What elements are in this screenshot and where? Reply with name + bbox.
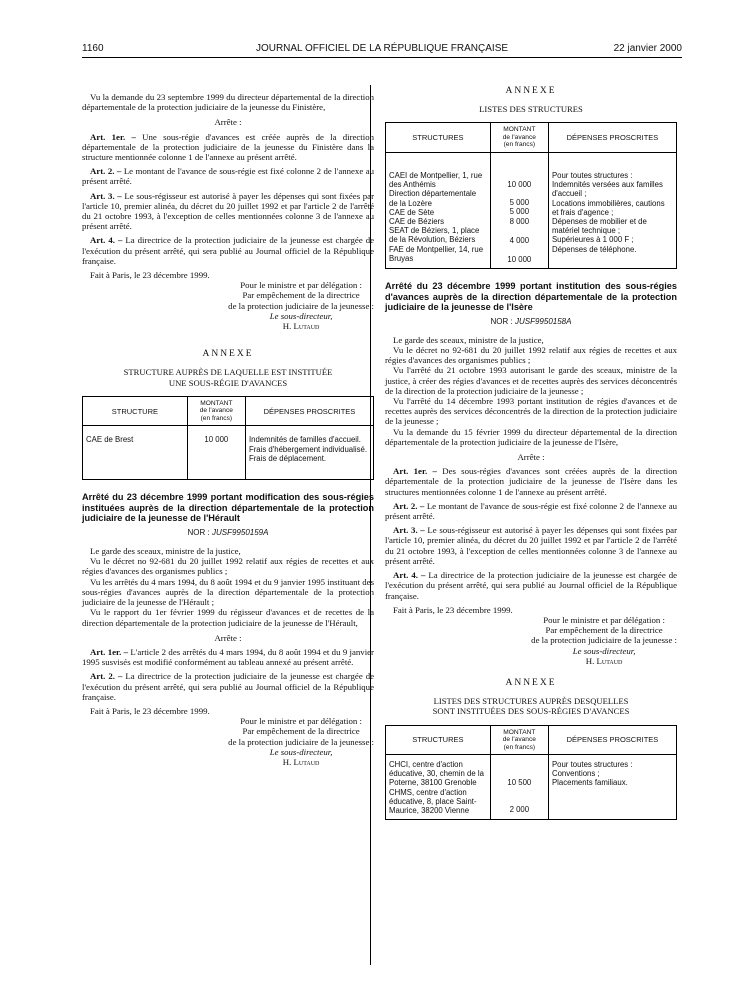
article: Art. 4. – La directrice de la protection judiciaire de la jeunesse est chargée de l'exécution du présent arrêté, qui sera publié au Journal officiel de la République française. <box>385 570 678 601</box>
header-depenses: DÉPENSES PROSCRITES <box>548 725 676 755</box>
page-number: 1160 <box>82 43 104 54</box>
annexe-title: ANNEXE <box>505 86 557 96</box>
intro-paragraph: Vu la demande du 23 septembre 1999 du directeur départemental de la direction départementale de la protection judiciaire de la jeunesse du Finistère, <box>82 92 374 113</box>
annexe-table <box>385 122 677 269</box>
annexe-title: ANNEXE <box>505 677 557 688</box>
depenses-cell: Pour toutes structures : Indemnités versées aux familles d'accueil ; Locations immobilières, cautions et frais d'agence ; Dépenses de mobilier et de matériel technique ; Supérieures à 1 000 F ; Dépenses de téléphone. <box>548 152 676 268</box>
signature-line: Par empêchement de la directrice <box>242 726 360 737</box>
nor-reference: NOR : JUSF9950159A <box>187 527 269 537</box>
signature-name: H. Lutaud <box>585 655 623 666</box>
issue-date: 22 janvier 2000 <box>613 43 682 54</box>
table-header-row <box>83 396 374 426</box>
journal-title: JOURNAL OFFICIEL DE LA RÉPUBLIQUE FRANÇAISE <box>255 43 509 54</box>
nor-reference: NOR : JUSF9950158A <box>490 316 572 326</box>
article: Art. 1er. – L'article 2 des arrêtés du 4 mars 1994, du 8 août 1994 et du 9 janvier 1995 susvisés est modifié conformément au tableau annexé au présent arrêté. <box>82 646 374 668</box>
signature-block <box>385 615 677 666</box>
annexe-table <box>385 725 677 821</box>
annexe-subtitle-line: SONT INSTITUÉES DES SOUS-RÉGIES D'AVANCES <box>432 706 630 717</box>
signature-line: Pour le ministre et par délégation : <box>543 614 665 625</box>
arrete-label: Arrête : <box>517 452 545 463</box>
header-structures: STRUCTURES <box>386 123 491 153</box>
table-header-row <box>386 123 677 153</box>
article-text: La directrice de la protection judiciaire de la jeunesse est chargée de l'exécution du présent arrêté, qui sera publié au Journal officiel de la République française. <box>82 235 375 266</box>
annexe-table <box>82 396 374 481</box>
header-structures: STRUCTURES <box>386 725 491 755</box>
preamble-line: Vu le décret no 92-681 du 20 juillet 1992 relatif aux régies de recettes et aux régies d'avances des organismes publics ; <box>82 556 374 577</box>
page-header <box>82 43 682 58</box>
amount-cell: 10 000 <box>187 426 245 480</box>
signature-line: Pour le ministre et par délégation : <box>240 280 362 291</box>
article-label: Art. 2. – <box>90 166 122 177</box>
amount-cell: 10 500 2 000 <box>490 755 548 820</box>
annexe-subtitle-line: STRUCTURE AUPRÈS DE LAQUELLE EST INSTITUÉE <box>123 367 333 378</box>
table-header-row <box>386 725 677 755</box>
article <box>82 166 374 186</box>
section-title: Arrêté du 23 décembre 1999 portant modification des sous-régies instituées auprès de la direction départementale de la protection judiciaire de la jeunesse de l'Hérault <box>82 492 374 524</box>
article <box>82 132 374 163</box>
fait-a-paris: Fait à Paris, le 23 décembre 1999. <box>90 270 210 281</box>
article-label: Art. 4. – <box>90 235 123 246</box>
signature-block <box>82 280 374 331</box>
preamble-line: Vu les arrêtés du 4 mars 1994, du 8 août 1994 et du 9 janvier 1995 instituant des sous-régies d'avances auprès de la direction départementale de la protection judiciaire de la jeunesse de l'Hérault ; <box>82 576 374 608</box>
preamble-line: Vu le décret no 92-681 du 20 juillet 1992 relatif aux régies de recettes et aux régies d'avances des organismes publics ; <box>385 345 677 366</box>
table-row <box>386 755 677 820</box>
preamble-line: Le garde des sceaux, ministre de la justice, <box>90 546 241 557</box>
depenses-cell: Pour toutes structures : Conventions ; Placements familiaux. <box>548 755 676 820</box>
article-text: Une sous-régie d'avances est créée auprès de la direction départementale de la protection judiciaire de la jeunesse du Finistère dans la structure mentionnée colonne 1 de l'annexe au présent arrêté. <box>82 131 374 163</box>
signature-name: H. Lutaud <box>282 756 320 767</box>
preamble-line: Vu l'arrêté du 14 décembre 1993 portant institution de régies d'avances et de recettes auprès des services déconcentrés de la direction de la protection judiciaire de la jeunesse ; <box>385 396 677 427</box>
article-label: Art. 3. – <box>90 190 122 201</box>
amount-cell: 10 000 5 000 5 000 8 000 4 000 10 000 <box>490 152 548 268</box>
article-label: Art. 1er. – <box>90 131 136 142</box>
annexe-subtitle <box>385 696 677 716</box>
header-depenses: DÉPENSES PROSCRITES <box>245 396 373 426</box>
preamble-line: Vu la demande du 15 février 1999 du directeur départemental de la direction départementale de la protection judiciaire de la jeunesse de l'Isère, <box>385 426 677 447</box>
header-depenses: DÉPENSES PROSCRITES <box>548 123 676 153</box>
preamble-line: Le garde des sceaux, ministre de la justice, <box>393 334 544 345</box>
article: Art. 2. – Le montant de l'avance de sous-régie est fixé colonne 2 de l'annexe au présent arrêté. <box>385 500 678 522</box>
article-text: Le montant de l'avance de sous-régie est fixé colonne 2 de l'annexe au présent arrêté. <box>82 166 375 187</box>
header-montant: MONTANT de l'avance (en francs) <box>490 123 548 153</box>
left-column <box>82 92 374 767</box>
table-row <box>83 426 374 480</box>
article-text: Le sous-régisseur est autorisé à payer les dépenses qui sont fixées par l'article 10, premier alinéa, du décret du 20 juillet 1992 et par l'article 2 de l'arrêté du 21 octobre 1993, à l'exception de celles mentionnées colonne 3 de l'annexe au présent arrêté. <box>82 190 375 232</box>
right-column <box>385 86 677 820</box>
article: Art. 1er. – Des sous-régies d'avances sont créées auprès de la direction départementale de la protection judiciaire de la jeunesse de l'Isère dans les structures mentionnées colonne 1 de l'annexe au présent arrêté. <box>385 466 677 497</box>
header-montant: MONTANT de l'avance (en francs) <box>187 396 245 426</box>
signature-line: Pour le ministre et par délégation : <box>240 716 362 727</box>
article <box>82 191 374 232</box>
annexe-subtitle: LISTES DES STRUCTURES <box>479 104 583 115</box>
signature-line: de la protection judiciaire de la jeunesse : <box>531 635 677 646</box>
signature-line: Par empêchement de la directrice <box>545 625 663 636</box>
article <box>82 235 374 266</box>
annexe-subtitle-line: UNE SOUS-RÉGIE D'AVANCES <box>168 377 288 388</box>
table-row <box>386 152 677 268</box>
annexe-title: ANNEXE <box>202 349 254 360</box>
fait-a-paris: Fait à Paris, le 23 décembre 1999. <box>393 604 513 615</box>
depenses-cell: Indemnités de familles d'accueil. Frais d'hébergement individualisé. Frais de déplacement. <box>245 426 373 480</box>
signature-role: Le sous-directeur, <box>572 645 636 656</box>
arrete-label: Arrête : <box>214 117 242 128</box>
signature-line: de la protection judiciaire de la jeunesse : <box>228 300 374 311</box>
annexe-subtitle-line: LISTES DES STRUCTURES AUPRÈS DESQUELLES <box>433 696 629 707</box>
section-title: Arrêté du 23 décembre 1999 portant institution des sous-régies d'avances auprès de la direction départementale de la protection judiciaire de la jeunesse de l'Isère <box>385 281 677 313</box>
article: Art. 3. – Le sous-régisseur est autorisé à payer les dépenses qui sont fixées par l'article 10, premier alinéa, du décret du 20 juillet 1992 et par l'article 2 de l'arrêté du 21 octobre 1993, à l'exception de celles mentionnées colonne 3 de l'annexe au présent arrêté. <box>385 525 678 566</box>
signature-block <box>82 716 374 767</box>
header-structures: STRUCTURE <box>83 396 188 426</box>
signature-role: Le sous-directeur, <box>269 746 333 757</box>
structure-cell: CAEI de Montpellier, 1, rue des Anthémis Direction départementale de la Lozère CAE de Sète CAE de Béziers SEAT de Béziers, 1, place de la Révolution, Béziers FAE de Montpellier, 14, rue Bruyas <box>386 152 491 268</box>
signature-line: de la protection judiciaire de la jeunesse : <box>228 736 374 747</box>
signature-role: Le sous-directeur, <box>269 310 333 321</box>
article: Art. 2. – La directrice de la protection judiciaire de la jeunesse est chargée de l'exécution du présent arrêté, qui sera publié au Journal officiel de la République française. <box>82 671 375 702</box>
annexe-subtitle <box>82 367 374 387</box>
structure-cell: CHCI, centre d'action éducative, 30, chemin de la Poterne, 38100 Grenoble CHMS, centre d'action éducative, 8, place Saint-Maurice, 38200 Vienne <box>386 755 491 820</box>
preamble-line: Vu l'arrêté du 21 octobre 1993 autorisant le garde des sceaux, ministre de la justice, à créer des régies d'avances et de recettes auprès des services déconcentrés de la direction de la protection judiciaire de la jeunesse ; <box>385 365 677 396</box>
arrete-label: Arrête : <box>214 632 242 643</box>
signature-line: Par empêchement de la directrice <box>242 290 360 301</box>
signature-name: H. Lutaud <box>282 321 320 332</box>
fait-a-paris: Fait à Paris, le 23 décembre 1999. <box>90 705 210 716</box>
structure-cell: CAE de Brest <box>83 426 188 480</box>
preamble-line: Vu le rapport du 1er février 1999 du régisseur d'avances et de recettes de la direction départementale de la protection judiciaire de la jeunesse de l'Hérault, <box>82 607 374 628</box>
header-montant: MONTANT de l'avance (en francs) <box>490 725 548 755</box>
